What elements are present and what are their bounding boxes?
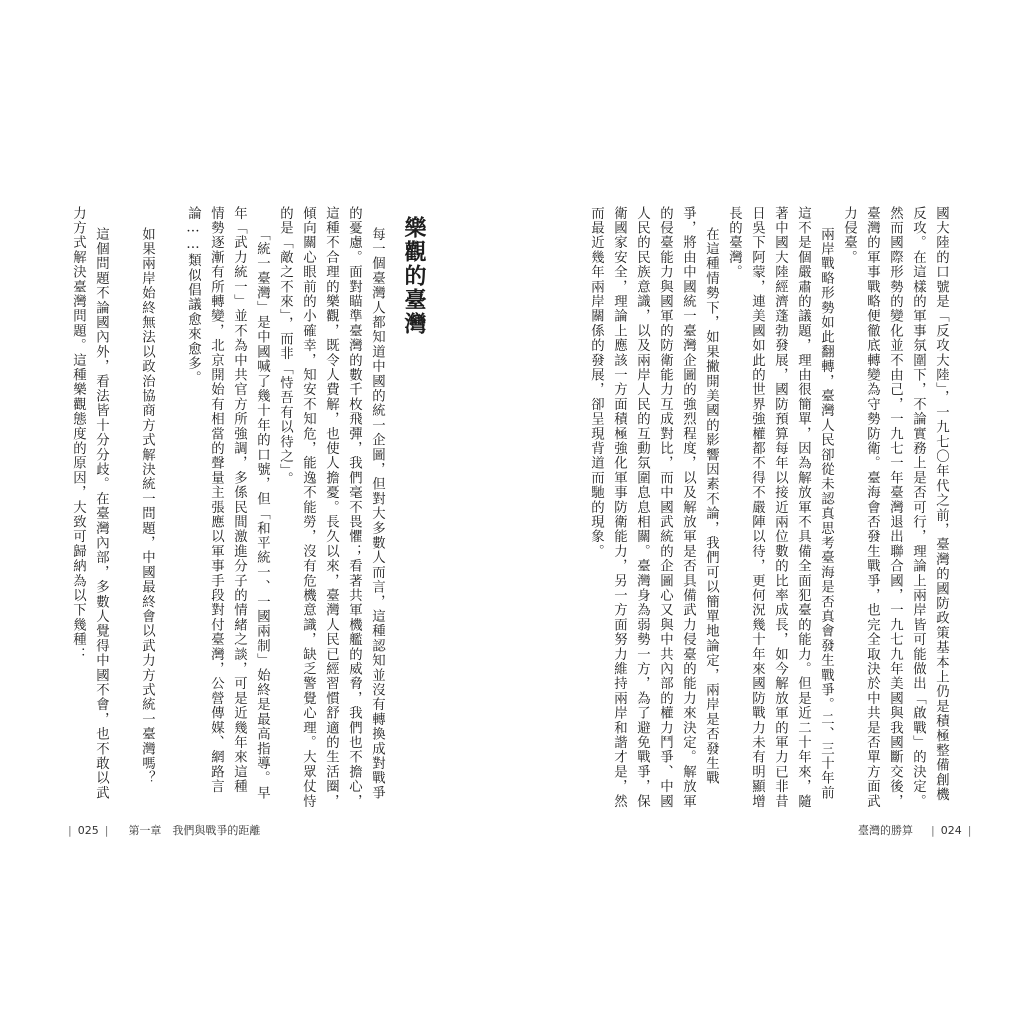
text-column: 情勢逐漸有所轉變，北京開始有相當的聲量主張應以軍事手段對付臺灣，公營傳媒、網路言: [208, 206, 224, 794]
text-column: 力侵臺。: [841, 206, 857, 265]
text-column: 年「武力統一」並不為中共官方所強調，多係民間激進分子的情緒之談，可是近幾年來這種: [231, 206, 247, 794]
text-column: 這不是個嚴肅的議題，理由很簡單，因為解放軍不具備全面犯臺的能力。但是近二十年來，隨: [795, 206, 811, 809]
text-column: 長的臺灣。: [726, 206, 742, 280]
text-column: 日吳下阿蒙，連美國如此的世界強權都不得不嚴陣以待，更何況幾十年來國防戰力未有明顯增: [749, 206, 765, 809]
text-column: 的憂慮。面對瞄準臺灣的數千枚飛彈，我們毫不畏懼；看著共軍機艦的威脅，我們也不擔心，: [346, 206, 362, 809]
text-column: 國大陸的口號是「反攻大陸」，一九七〇年代之前，臺灣的國防政策基本上仍是積極整備創機: [933, 206, 949, 802]
text-column: 爭，將由中國統一臺灣企圖的強烈程度，以及解放軍是否具備武力侵臺的能力來決定。解放軍: [680, 206, 696, 809]
text-column: 在這種情勢下，如果撇開美國的影響因素不論，我們可以簡單地論定，兩岸是否發生戰: [703, 227, 719, 786]
text-column: 如果兩岸始終無法以政治協商方式解決統一問題，中國最終會以武力方式統一臺灣嗎？: [139, 227, 155, 786]
divider: |: [931, 824, 935, 837]
text-column: 人民的民族意識，以及兩岸人民的互動氛圍息息相關。臺灣身為弱勢一方，為了避免戰爭，保: [634, 206, 650, 809]
text-column: 傾向關心眼前的小確幸，知安不知危，能逸不能勞，沒有危機意識，缺乏警覺心理。大眾仗恃: [300, 206, 316, 809]
text-column: 這種不合理的樂觀，既令人費解，也使人擔憂。長久以來，臺灣人民已經習慣舒適的生活圈，: [323, 206, 339, 809]
section-heading: 樂觀的臺灣: [401, 216, 426, 336]
text-column: 論……類似倡議愈來愈多。: [185, 206, 201, 386]
page-number: 025: [77, 824, 99, 837]
divider: |: [967, 824, 972, 837]
page-number: 024: [940, 824, 962, 837]
text-column: 臺灣的軍事戰略便徹底轉變為守勢防衛。臺海會否發生戰爭，也完全取決於中共是否單方面武: [864, 206, 880, 809]
text-column: 著中國大陸經濟蓬勃發展，國防預算每年以接近兩位數的比率成長，如今解放軍的軍力已非昔: [772, 206, 788, 809]
divider: |: [68, 824, 72, 837]
text-column: 衛國家安全，理論上應該一方面積極強化軍事防衛能力，另一方面努力維持兩岸和諧才是，然: [611, 206, 627, 809]
divider: |: [104, 824, 109, 837]
text-column: 的是「敵之不來」，而非「恃吾有以待之」。: [277, 206, 293, 487]
text-column: 而最近幾年兩岸關係的發展，卻呈現背道而馳的現象。: [588, 206, 604, 559]
book-title: 臺灣的勝算: [858, 824, 913, 837]
page-footer-left: [62, 822, 260, 838]
chapter-title: 第一章 我們與戰爭的距離: [128, 824, 261, 837]
text-column: 兩岸戰略形勢如此翻轉，臺灣人民卻從未認真思考臺海是否真會發生戰爭。二、三十年前: [818, 227, 834, 801]
text-column: 「統一臺灣」是中國喊了幾十年的口號，但「和平統一、一國兩制」始終是最高指導。早: [254, 227, 270, 801]
text-column: 的侵臺能力與國軍的防衛能力互成對比，而中國武統的企圖心又與中共內部的權力鬥爭、中國: [657, 206, 673, 809]
page-footer-right: [858, 822, 977, 838]
text-column: 每一個臺灣人都知道中國的統一企圖，但對大多數人而言，這種認知並沒有轉換成對戰爭: [369, 227, 385, 801]
text-column: 反攻。在這樣的軍事氛圍下，不論實務上是否可行，理論上兩岸皆可能做出「啟戰」的決定。: [910, 206, 926, 809]
text-column: 力方式解決臺灣問題。這種樂觀態度的原因，大致可歸納為以下幾種：: [70, 206, 86, 662]
text-column: 然而國際形勢的變化並不由己，一九七一年臺灣退出聯合國，一九七九年美國與我國斷交後，: [887, 206, 903, 809]
text-column: 這個問題不論國內外，看法皆十分分歧。在臺灣內部，多數人覺得中國不會，也不敢以武: [93, 227, 109, 801]
